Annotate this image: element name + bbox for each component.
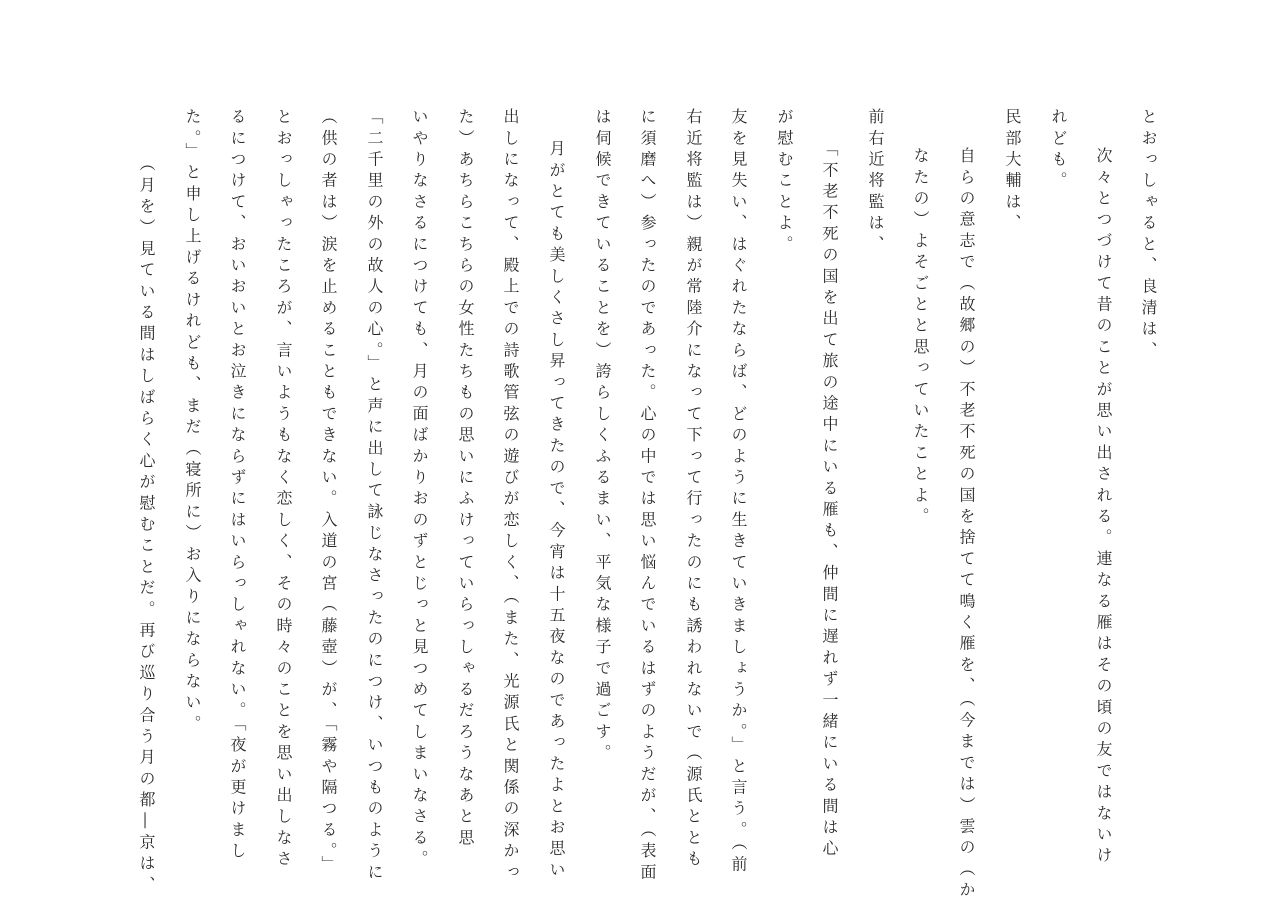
text-column: は伺候できていることを）誇らしくふるまい、平気な様子で過ごす。 [593,108,612,766]
poem-column: （月を）見ている間はしばらく心が慰むことだ。再び巡り合う月の都―京は、 [137,155,156,898]
text-column: 「二千里の外の故人の心。」と声に出して詠じなさったのにつけ、いつものように [365,108,384,885]
text-column: 月がとても美しくさし昇ってきたので、今宵は十五夜なのであったよとお思い [547,140,566,882]
poem-column: 次々とつづけて昔のことが思い出される。連なる雁はその頃の友ではないけ [1094,147,1113,868]
poem-column: なたの）よそごとと思っていたことよ。 [911,147,930,529]
poem-column: 自らの意志で（故郷の）不老不死の国を捨てて鳴く雁を、（今までは）雲の（か [957,147,976,903]
text-column: とおっしゃると、良清は、 [1139,108,1158,363]
text-column: 出しになって、殿上での詩歌管弦の遊びが恋しく、（また、光源氏と関係の深かっ [501,108,520,885]
text-column: 右近将監は）親が常陸介になって下って行ったのにも誘われないで（源氏ととも [684,108,703,872]
text-column: が慰むことよ。 [775,108,794,257]
text-column: 民部大輔は、 [1003,108,1022,236]
text-column: とおっしゃったころが、言いようもなく恋しく、その時々のことを思い出しなさ [274,108,293,872]
text-column: 前右近将監は、 [866,108,885,257]
poem-column: 「不老不死の国を出て旅の途中にいる雁も、仲間に遅れず一緒にいる間は心 [820,140,839,861]
text-column: （供の者は）涙を止めることもできない。入道の宮（藤壺）が、「霧や隔つる。」 [319,108,338,877]
text-column: た）あちらこちらの女性たちもの思いにふけっていらっしゃるだろうなあと思 [456,108,475,850]
text-column: いやりなさるにつけても、月の面ばかりおのずとじっと見つめてしまいなさる。 [410,108,429,872]
text-column: 友を見失い、はぐれたならば、どのように生きていきましょうか。」と言う。（前 [729,108,748,877]
text-column: れども。 [1049,108,1068,193]
text-column: た。」と申し上げるけれども、まだ（寝所に）お入りにならない。 [183,108,202,736]
text-column: に須磨へ）参ったのであった。心の中では思い悩んでいるはずのようだが、（表面 [638,108,657,885]
text-column: るにつけて、おいおいとお泣きにならずにはいらっしゃれない。「夜が更けまし [228,108,247,864]
